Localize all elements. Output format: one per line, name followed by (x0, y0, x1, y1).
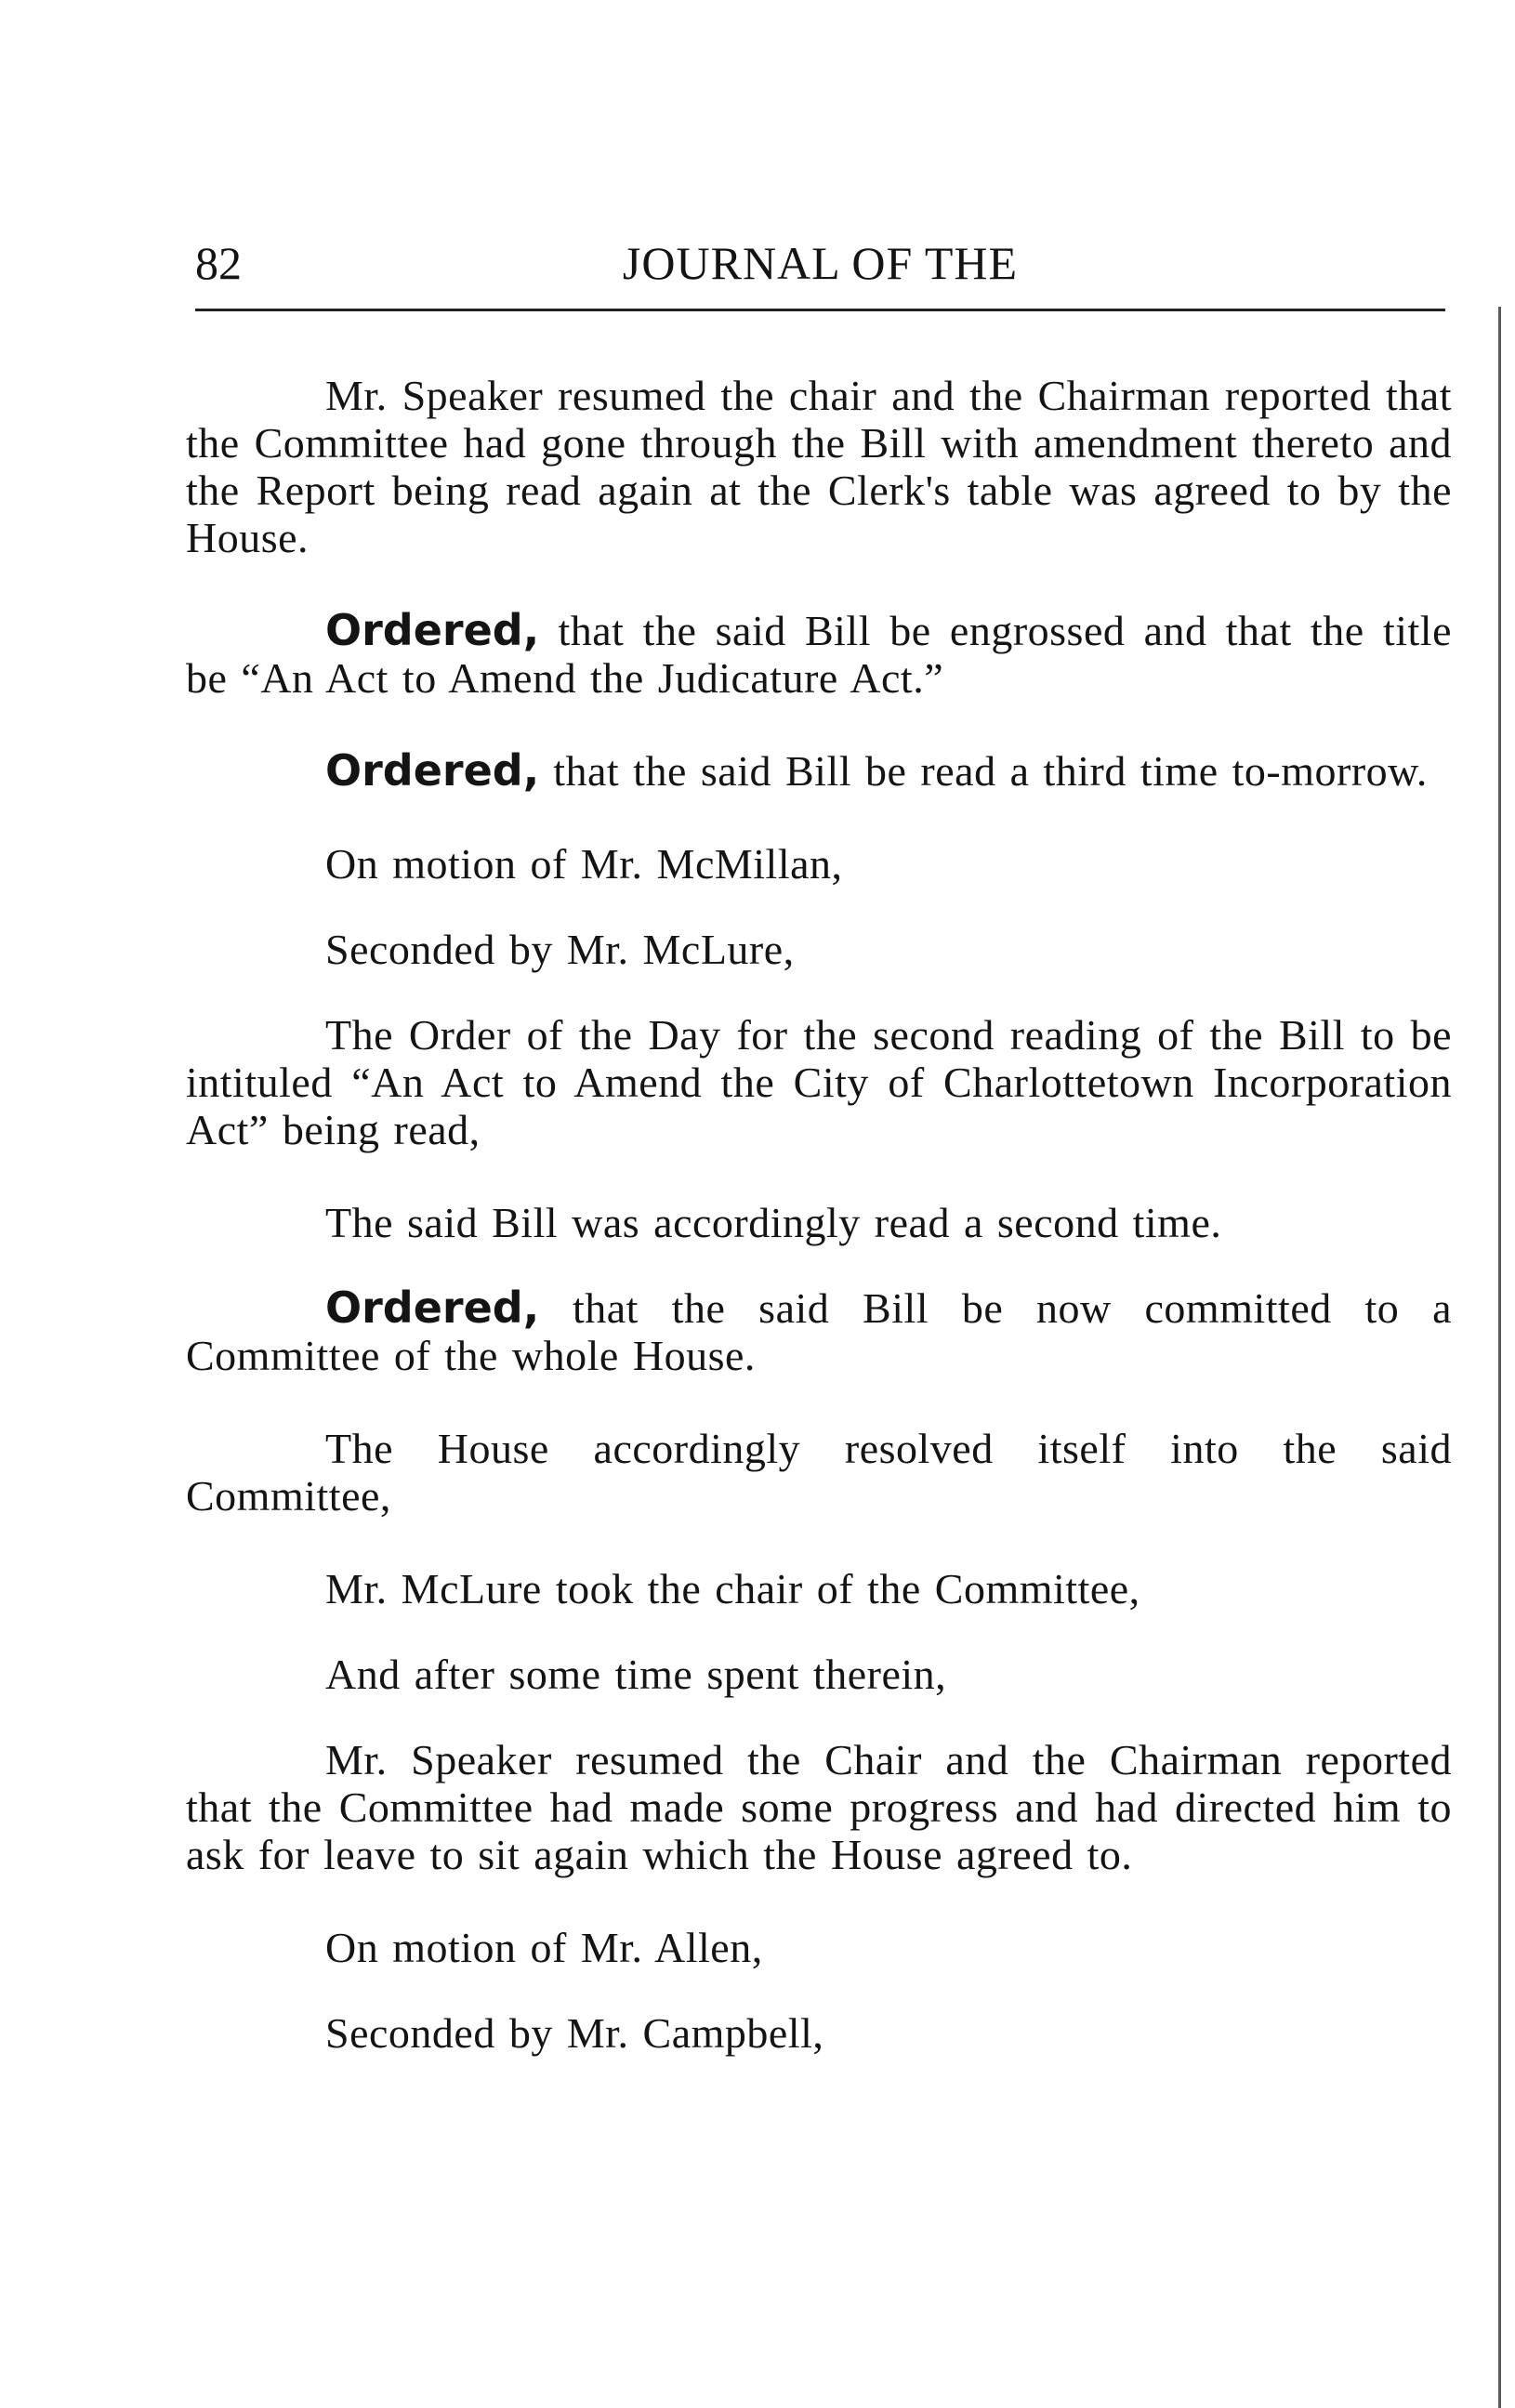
paragraph-order-committed (186, 1284, 1452, 1379)
journal-body (186, 372, 1452, 2095)
paragraph-mclure-chair (186, 1565, 1452, 1612)
paragraph-text: that the said Bill be read a third time to-morrow. (539, 747, 1428, 795)
paragraph-text: Mr. McLure took the chair of the Committee, (325, 1565, 1140, 1612)
paragraph-text: And after some time spent therein, (325, 1651, 947, 1698)
paragraph-text: The Order of the Day for the second reading of the Bill to be intituled “An Act to Amend the City of Charlottetown Incorporation Act” being read, (186, 1011, 1452, 1153)
paragraph-seconded-mclure (186, 926, 1452, 973)
paragraph-text: The said Bill was accordingly read a second time. (325, 1199, 1222, 1246)
paragraph-text: that the said Bill be now committed to a Committee of the whole House. (186, 1284, 1452, 1379)
ordered-lead: Ordered, (325, 605, 540, 655)
paragraph-text: On motion of Mr. Allen, (325, 1924, 763, 1971)
header-rule (195, 309, 1445, 311)
paragraph-seconded-campbell (186, 2009, 1452, 2057)
paragraph-motion-mcmillan (186, 840, 1452, 888)
paragraph-text: Mr. Speaker resumed the chair and the Chairman reported that the Committee had gone through the Bill with amendment thereto and the Report being read again at the Clerk's table was agreed to by the House. (186, 372, 1452, 561)
paragraph-order-engrossed (186, 607, 1452, 702)
journal-title: JOURNAL OF THE (622, 237, 1019, 289)
ordered-lead: Ordered, (325, 745, 540, 796)
paragraph-speaker-resumed-chair (186, 372, 1452, 561)
paragraph-speaker-resumed-progress (186, 1736, 1452, 1878)
paragraph-text: Seconded by Mr. McLure, (325, 926, 795, 973)
paragraph-order-third-reading (186, 747, 1452, 795)
paragraph-order-of-day (186, 1011, 1452, 1153)
paragraph-motion-allen (186, 1924, 1452, 1971)
page-number: 82 (195, 237, 242, 289)
paragraph-text: The House accordingly resolved itself into the said Committee, (186, 1425, 1452, 1520)
ordered-lead: Ordered, (325, 1283, 540, 1333)
paragraph-text: that the said Bill be engrossed and that the title be “An Act to Amend the Judicature Act.” (186, 607, 1452, 702)
paragraph-text: Mr. Speaker resumed the Chair and the Chairman reported that the Committee had made some progress and had directed him to ask for leave to sit again which the House agreed to. (186, 1736, 1452, 1878)
paragraph-house-resolved (186, 1425, 1452, 1520)
paragraph-text: On motion of Mr. McMillan, (325, 840, 843, 888)
paragraph-text: Seconded by Mr. Campbell, (325, 2009, 824, 2057)
paragraph-time-spent (186, 1651, 1452, 1698)
running-head (195, 234, 1445, 292)
paragraph-second-reading (186, 1199, 1452, 1246)
page-edge-line (1498, 307, 1501, 2408)
